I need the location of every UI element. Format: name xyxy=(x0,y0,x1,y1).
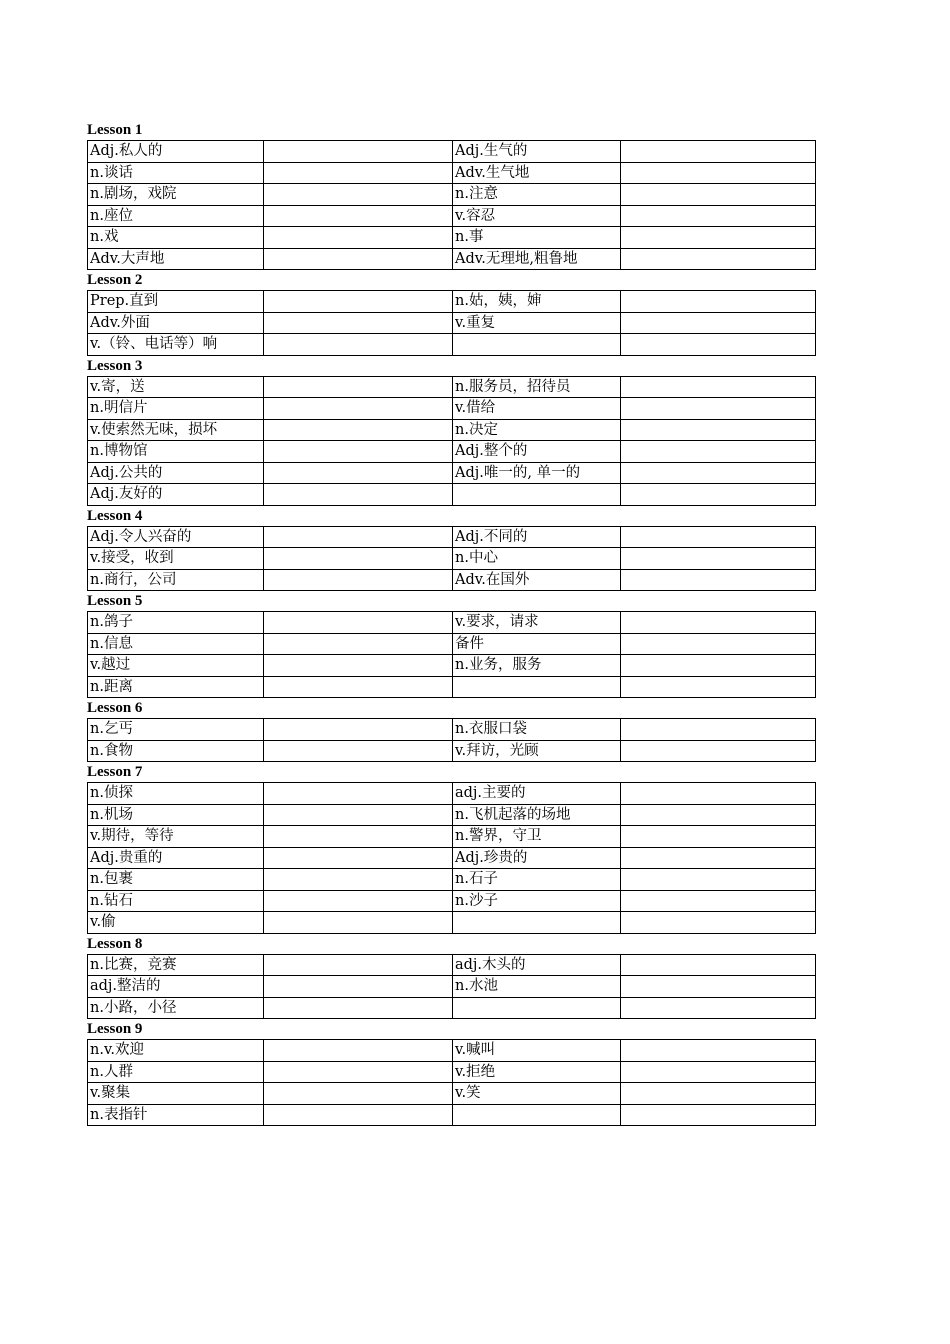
word-cell: n.距离 xyxy=(88,676,264,698)
table-row xyxy=(88,997,816,1019)
answer-cell[interactable] xyxy=(621,612,816,634)
word-cell: n.钻石 xyxy=(88,890,264,912)
word-cell: n.决定 xyxy=(453,419,621,441)
word-cell: n.警界，守卫 xyxy=(453,826,621,848)
word-cell: n.谈话 xyxy=(88,162,264,184)
answer-cell[interactable] xyxy=(264,912,453,934)
lesson-title: Lesson 4 xyxy=(87,507,143,524)
answer-cell[interactable] xyxy=(264,526,453,548)
table-row xyxy=(88,441,816,463)
table-row xyxy=(88,419,816,441)
lesson-section xyxy=(87,698,815,762)
word-cell: v.借给 xyxy=(453,398,621,420)
lesson-title: Lesson 6 xyxy=(87,700,143,716)
word-cell: v.喊叫 xyxy=(453,1040,621,1062)
answer-cell[interactable] xyxy=(621,248,816,270)
vocab-table xyxy=(87,1039,816,1126)
word-cell: v.期待，等待 xyxy=(88,826,264,848)
answer-cell[interactable] xyxy=(621,1040,816,1062)
answer-cell[interactable] xyxy=(264,1083,453,1105)
word-cell: Adv.生气地 xyxy=(453,162,621,184)
answer-cell[interactable] xyxy=(621,462,816,484)
word-cell: adj.整洁的 xyxy=(88,976,264,998)
answer-cell[interactable] xyxy=(621,847,816,869)
lesson-title: Lesson 3 xyxy=(87,357,143,374)
table-row xyxy=(88,804,816,826)
answer-cell[interactable] xyxy=(264,398,453,420)
answer-cell[interactable] xyxy=(621,398,816,420)
answer-cell[interactable] xyxy=(264,312,453,334)
table-row xyxy=(88,484,816,506)
word-cell: v.容忍 xyxy=(453,205,621,227)
table-row xyxy=(88,954,816,976)
word-cell xyxy=(453,484,621,506)
word-cell: v.接受，收到 xyxy=(88,548,264,570)
word-cell: 备件 xyxy=(453,633,621,655)
word-cell: n.侦探 xyxy=(88,783,264,805)
word-cell: n.商行，公司 xyxy=(88,569,264,591)
table-row xyxy=(88,526,816,548)
word-cell: n.包裹 xyxy=(88,869,264,891)
table-row xyxy=(88,1083,816,1105)
word-cell xyxy=(453,912,621,934)
word-cell: v.要求，请求 xyxy=(453,612,621,634)
word-cell: n.乞丐 xyxy=(88,719,264,741)
table-row xyxy=(88,612,816,634)
word-cell: v.（铃、电话等）响 xyxy=(88,334,264,356)
word-cell: Adv.大声地 xyxy=(88,248,264,270)
answer-cell[interactable] xyxy=(621,291,816,313)
table-row xyxy=(88,783,816,805)
answer-cell[interactable] xyxy=(621,804,816,826)
answer-cell[interactable] xyxy=(621,227,816,249)
table-row xyxy=(88,569,816,591)
word-cell: n.座位 xyxy=(88,205,264,227)
table-row xyxy=(88,376,816,398)
table-row xyxy=(88,548,816,570)
answer-cell[interactable] xyxy=(264,141,453,163)
table-row xyxy=(88,1061,816,1083)
word-cell: n.中心 xyxy=(453,548,621,570)
table-row xyxy=(88,312,816,334)
word-cell: n.水池 xyxy=(453,976,621,998)
answer-cell[interactable] xyxy=(621,1104,816,1126)
vocab-table xyxy=(87,526,816,592)
answer-cell[interactable] xyxy=(621,954,816,976)
word-cell: Adj.不同的 xyxy=(453,526,621,548)
table-row xyxy=(88,890,816,912)
word-cell: n.注意 xyxy=(453,184,621,206)
answer-cell[interactable] xyxy=(264,227,453,249)
answer-cell[interactable] xyxy=(621,441,816,463)
answer-cell[interactable] xyxy=(264,997,453,1019)
table-row xyxy=(88,847,816,869)
word-cell: n.明信片 xyxy=(88,398,264,420)
answer-cell[interactable] xyxy=(621,633,816,655)
answer-cell[interactable] xyxy=(264,1104,453,1126)
word-cell: Adv.外面 xyxy=(88,312,264,334)
word-cell: n.博物馆 xyxy=(88,441,264,463)
vocab-table xyxy=(87,782,816,934)
word-cell xyxy=(453,676,621,698)
word-cell: v.重复 xyxy=(453,312,621,334)
word-cell: Adj.贵重的 xyxy=(88,847,264,869)
word-cell: n.机场 xyxy=(88,804,264,826)
table-row xyxy=(88,869,816,891)
answer-cell[interactable] xyxy=(621,976,816,998)
word-cell: n.飞机起落的场地 xyxy=(453,804,621,826)
vocab-table xyxy=(87,376,816,506)
answer-cell[interactable] xyxy=(621,526,816,548)
vocabulary-sheet xyxy=(87,120,815,1126)
table-row xyxy=(88,227,816,249)
lesson-section xyxy=(87,934,815,1020)
lesson-section xyxy=(87,1019,815,1126)
word-cell: Adv.无理地,粗鲁地 xyxy=(453,248,621,270)
answer-cell[interactable] xyxy=(264,441,453,463)
word-cell: n.姑，姨，婶 xyxy=(453,291,621,313)
word-cell: n.v.欢迎 xyxy=(88,1040,264,1062)
answer-cell[interactable] xyxy=(264,205,453,227)
answer-cell[interactable] xyxy=(264,976,453,998)
table-row xyxy=(88,976,816,998)
table-row xyxy=(88,248,816,270)
word-cell: Adj.私人的 xyxy=(88,141,264,163)
answer-cell[interactable] xyxy=(621,783,816,805)
word-cell: n.石子 xyxy=(453,869,621,891)
lesson-title: Lesson 8 xyxy=(87,935,143,952)
word-cell: v.聚集 xyxy=(88,1083,264,1105)
answer-cell[interactable] xyxy=(264,1040,453,1062)
answer-cell[interactable] xyxy=(264,890,453,912)
answer-cell[interactable] xyxy=(264,291,453,313)
table-row xyxy=(88,719,816,741)
vocab-table xyxy=(87,140,816,270)
answer-cell[interactable] xyxy=(264,847,453,869)
vocab-table xyxy=(87,718,816,762)
table-row xyxy=(88,676,816,698)
word-cell: adj.木头的 xyxy=(453,954,621,976)
answer-cell[interactable] xyxy=(621,869,816,891)
answer-cell[interactable] xyxy=(621,676,816,698)
answer-cell[interactable] xyxy=(621,205,816,227)
table-row xyxy=(88,141,816,163)
word-cell: n.戏 xyxy=(88,227,264,249)
answer-cell[interactable] xyxy=(264,248,453,270)
lesson-section xyxy=(87,270,815,356)
word-cell: Adj.友好的 xyxy=(88,484,264,506)
answer-cell[interactable] xyxy=(264,655,453,677)
lesson-section xyxy=(87,762,815,934)
table-row xyxy=(88,184,816,206)
answer-cell[interactable] xyxy=(621,334,816,356)
answer-cell[interactable] xyxy=(264,954,453,976)
answer-cell[interactable] xyxy=(621,1083,816,1105)
answer-cell[interactable] xyxy=(264,740,453,762)
word-cell: n.业务，服务 xyxy=(453,655,621,677)
table-row xyxy=(88,398,816,420)
answer-cell[interactable] xyxy=(264,334,453,356)
answer-cell[interactable] xyxy=(621,569,816,591)
answer-cell[interactable] xyxy=(264,676,453,698)
answer-cell[interactable] xyxy=(621,184,816,206)
word-cell: n.信息 xyxy=(88,633,264,655)
answer-cell[interactable] xyxy=(264,484,453,506)
word-cell: Adj.唯一的, 单一的 xyxy=(453,462,621,484)
table-row xyxy=(88,162,816,184)
word-cell: n.剧场，戏院 xyxy=(88,184,264,206)
answer-cell[interactable] xyxy=(264,719,453,741)
word-cell: n.鸽子 xyxy=(88,612,264,634)
word-cell: n.沙子 xyxy=(453,890,621,912)
answer-cell[interactable] xyxy=(264,826,453,848)
word-cell xyxy=(453,334,621,356)
word-cell: n.衣服口袋 xyxy=(453,719,621,741)
word-cell: Prep.直到 xyxy=(88,291,264,313)
word-cell xyxy=(453,1104,621,1126)
table-row xyxy=(88,462,816,484)
word-cell: v.使索然无味，损坏 xyxy=(88,419,264,441)
word-cell: n.服务员，招待员 xyxy=(453,376,621,398)
answer-cell[interactable] xyxy=(264,419,453,441)
word-cell: Adj.令人兴奋的 xyxy=(88,526,264,548)
answer-cell[interactable] xyxy=(621,548,816,570)
answer-cell[interactable] xyxy=(621,740,816,762)
answer-cell[interactable] xyxy=(621,1061,816,1083)
answer-cell[interactable] xyxy=(621,912,816,934)
answer-cell[interactable] xyxy=(264,569,453,591)
lesson-section xyxy=(87,356,815,506)
answer-cell[interactable] xyxy=(621,141,816,163)
table-row xyxy=(88,1104,816,1126)
answer-cell[interactable] xyxy=(264,804,453,826)
table-row xyxy=(88,291,816,313)
word-cell: Adj.整个的 xyxy=(453,441,621,463)
word-cell: n.事 xyxy=(453,227,621,249)
answer-cell[interactable] xyxy=(264,612,453,634)
table-row xyxy=(88,205,816,227)
word-cell: v.寄，送 xyxy=(88,376,264,398)
table-row xyxy=(88,633,816,655)
word-cell: v.拒绝 xyxy=(453,1061,621,1083)
word-cell: v.笑 xyxy=(453,1083,621,1105)
answer-cell[interactable] xyxy=(264,1061,453,1083)
vocab-table xyxy=(87,290,816,356)
answer-cell[interactable] xyxy=(621,655,816,677)
lesson-title: Lesson 7 xyxy=(87,764,143,780)
answer-cell[interactable] xyxy=(621,419,816,441)
vocab-table xyxy=(87,954,816,1020)
word-cell xyxy=(453,997,621,1019)
answer-cell[interactable] xyxy=(621,162,816,184)
answer-cell[interactable] xyxy=(264,162,453,184)
table-row xyxy=(88,826,816,848)
answer-cell[interactable] xyxy=(264,184,453,206)
word-cell: n.比赛，竞赛 xyxy=(88,954,264,976)
lesson-section xyxy=(87,591,815,698)
answer-cell[interactable] xyxy=(621,826,816,848)
word-cell: v.越过 xyxy=(88,655,264,677)
lesson-title: Lesson 9 xyxy=(87,1021,143,1037)
word-cell: n.小路，小径 xyxy=(88,997,264,1019)
word-cell: adj.主要的 xyxy=(453,783,621,805)
answer-cell[interactable] xyxy=(621,890,816,912)
table-row xyxy=(88,740,816,762)
word-cell: v.偷 xyxy=(88,912,264,934)
answer-cell[interactable] xyxy=(621,484,816,506)
lesson-section xyxy=(87,120,815,270)
word-cell: v.拜访，光顾 xyxy=(453,740,621,762)
answer-cell[interactable] xyxy=(264,783,453,805)
word-cell: Adj.公共的 xyxy=(88,462,264,484)
lesson-title: Lesson 2 xyxy=(87,272,143,288)
table-row xyxy=(88,1040,816,1062)
answer-cell[interactable] xyxy=(264,869,453,891)
word-cell: Adv.在国外 xyxy=(453,569,621,591)
table-row xyxy=(88,912,816,934)
word-cell: n.表指针 xyxy=(88,1104,264,1126)
lesson-title: Lesson 5 xyxy=(87,593,143,609)
word-cell: Adj.生气的 xyxy=(453,141,621,163)
word-cell: n.人群 xyxy=(88,1061,264,1083)
answer-cell[interactable] xyxy=(264,376,453,398)
answer-cell[interactable] xyxy=(621,719,816,741)
answer-cell[interactable] xyxy=(621,376,816,398)
answer-cell[interactable] xyxy=(264,548,453,570)
answer-cell[interactable] xyxy=(264,633,453,655)
table-row xyxy=(88,655,816,677)
word-cell: n.食物 xyxy=(88,740,264,762)
lesson-section xyxy=(87,506,815,592)
answer-cell[interactable] xyxy=(621,997,816,1019)
answer-cell[interactable] xyxy=(621,312,816,334)
answer-cell[interactable] xyxy=(264,462,453,484)
vocab-table xyxy=(87,611,816,698)
word-cell: Adj.珍贵的 xyxy=(453,847,621,869)
table-row xyxy=(88,334,816,356)
lesson-title: Lesson 1 xyxy=(87,122,143,138)
